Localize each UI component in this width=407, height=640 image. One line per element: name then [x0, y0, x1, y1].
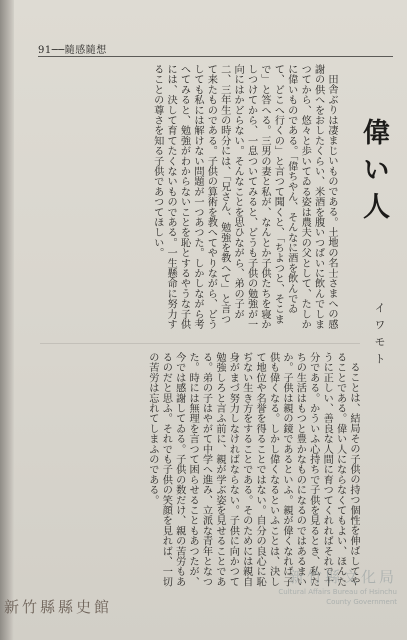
- body-paragraph-top: 田舎ぶりは凄まじいものである。土地の名士さまへの感謝の供へをおしたくらい、米酒を腹いつぱいに飲んでしまつてから、悠々と歩いてゐる姿は農夫の父として、たしかに偉いものである。「偉ちやん、そんなに酒を飲んでゐて、どこへ行くの」と言つて聞くと、「ちよつと、そこまで」と答へる。三男の妻と私が、なんとか子供たちを寝かしつけてから、一息ついてみると、どうも子供の勉強が一向にはかどらない。そんなことを思ひながら、弟の子が二、三年生の時分には、「兄さん、勉強を教へて」と言つて来たものである。子供の算術を教へてやりながら、どうしても私には解けない問題が一つあつた。しかしながら考へてみると、勉強がわからないことを恥とするやうな子供には、決して育てたくないものである。一生懸命に努力することの尊さを知る子供であつてほしい。: [151, 64, 337, 330]
- article-author: イワモト: [373, 302, 386, 370]
- article-body-top: [40, 64, 338, 334]
- watermark-subtitle-1: Cultural Affairs Bureau of Hsinchu: [278, 588, 397, 596]
- watermark-subtitle-2: County Government: [326, 598, 397, 606]
- running-header: [38, 40, 393, 57]
- article-body-bottom: [40, 352, 360, 587]
- article-title: 偉い人: [358, 118, 389, 229]
- section-divider: [40, 343, 360, 344]
- running-head-text: 91──隨感隨想: [38, 45, 107, 56]
- library-stamp: 新竹縣縣史館: [4, 598, 113, 616]
- page-spine-shadow: [0, 0, 14, 640]
- watermark-title: 新竹縣文化局: [288, 568, 397, 586]
- body-paragraph-bottom: ることは、結局その子供の持つ個性を伸ばしてやることである。偉い人にならなくてもよい、ほんたうに正しい、善良な人間に育つてくれればそれで十分である。かういふ心持ちで子供を見るとき、私たちの生活はもつと豊かなものになるのではあるまいか。子供は親の鏡であるといふ。親が偉くなれば子供も偉くなる。しかし偉くなるといふことは、決して地位や名誉を得ることではない。自分の良心に恥ぢない生き方をすることである。そのためには親自身がまづ努力しなければならない。子供に向かつて勉強しろと言ふ前に、親が学ぶ姿を見せることである。弟の子はやがて中学へ進み、立派な青年となつた。時には無理を言つて困らせることもあつたが、今では感謝してゐる。子供の数だけ、親の苦労もあるのだと思ふ。それでも子供の笑顔を見れば、一切の苦労は忘れてしまふのである。: [146, 352, 359, 587]
- archive-watermark: [241, 560, 401, 620]
